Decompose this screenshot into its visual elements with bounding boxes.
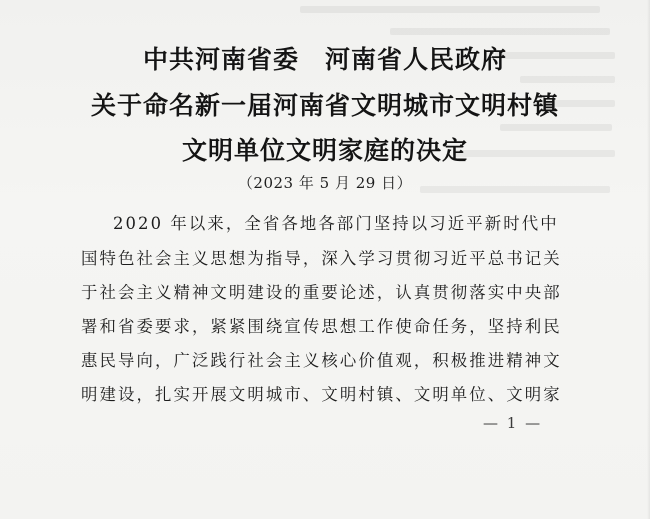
body-line-3: 于社会主义精神文明建设的重要论述，认真贯彻落实中央部: [81, 283, 562, 302]
title-line-1: 中共河南省委 河南省人民政府: [142, 45, 507, 74]
title-line-2: 关于命名新一届河南省文明城市文明村镇: [90, 91, 559, 120]
title-line-3: 文明单位文明家庭的决定: [181, 136, 468, 165]
body-line-6: 明建设，扎实开展文明城市、文明村镇、文明单位、文明家: [81, 385, 562, 404]
page-number: — 1 —: [483, 414, 543, 432]
body-line-2: 国特色社会主义思想为指导，深入学习贯彻习近平总书记关: [81, 249, 562, 268]
document-date: （2023 年 5 月 29 日）: [237, 174, 413, 192]
body-line-4: 署和省委要求，紧紧围绕宣传思想工作使命任务，坚持利民: [81, 317, 562, 336]
body-line-1: 2020 年以来，全省各地各部门坚持以习近平新时代中: [113, 214, 559, 233]
body-line-5: 惠民导向，广泛践行社会主义核心价值观，积极推进精神文: [81, 351, 562, 370]
